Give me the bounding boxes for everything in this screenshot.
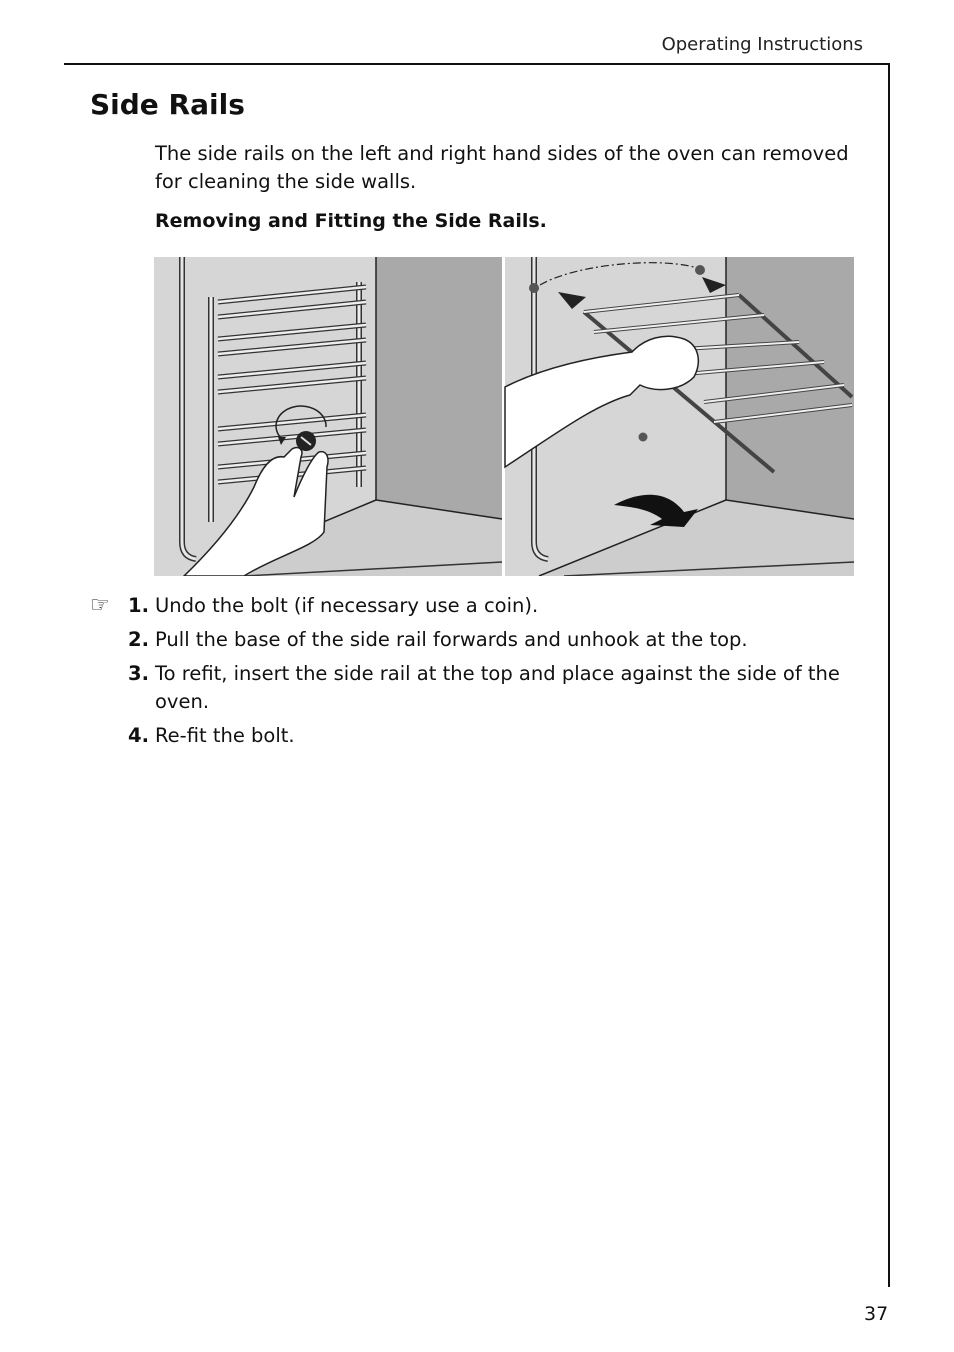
step-text: To refit, insert the side rail at the top and place against the side of the oven. <box>155 662 840 713</box>
steps-list <box>90 592 870 756</box>
unscrew-bolt-illustration <box>154 257 502 576</box>
intro-paragraph: The side rails on the left and right hand sides of the oven can removed for cleaning the side walls. <box>155 142 849 193</box>
margin-rule <box>888 63 890 1287</box>
section-title: Side Rails <box>90 88 245 121</box>
step-number: 1. <box>128 594 149 617</box>
step-number: 2. <box>128 628 149 651</box>
header-rule <box>64 63 890 65</box>
step-text: Re-fit the bolt. <box>155 724 295 747</box>
step-item <box>90 722 870 750</box>
step-number: 4. <box>128 724 149 747</box>
pointing-hand-icon: ☞ <box>90 593 110 618</box>
step-text: Undo the bolt (if necessary use a coin). <box>155 594 539 617</box>
unhook-rail-illustration <box>505 257 854 576</box>
page-number: 37 <box>864 1303 889 1325</box>
step-text: Pull the base of the side rail forwards and unhook at the top. <box>155 628 748 651</box>
step-item <box>90 660 870 716</box>
side-rail-figure <box>154 257 854 576</box>
step-item <box>90 626 870 654</box>
step-number: 3. <box>128 662 149 685</box>
running-header: Operating Instructions <box>661 34 863 55</box>
subheading: Removing and Fitting the Side Rails. <box>155 210 547 232</box>
step-item <box>90 592 870 620</box>
